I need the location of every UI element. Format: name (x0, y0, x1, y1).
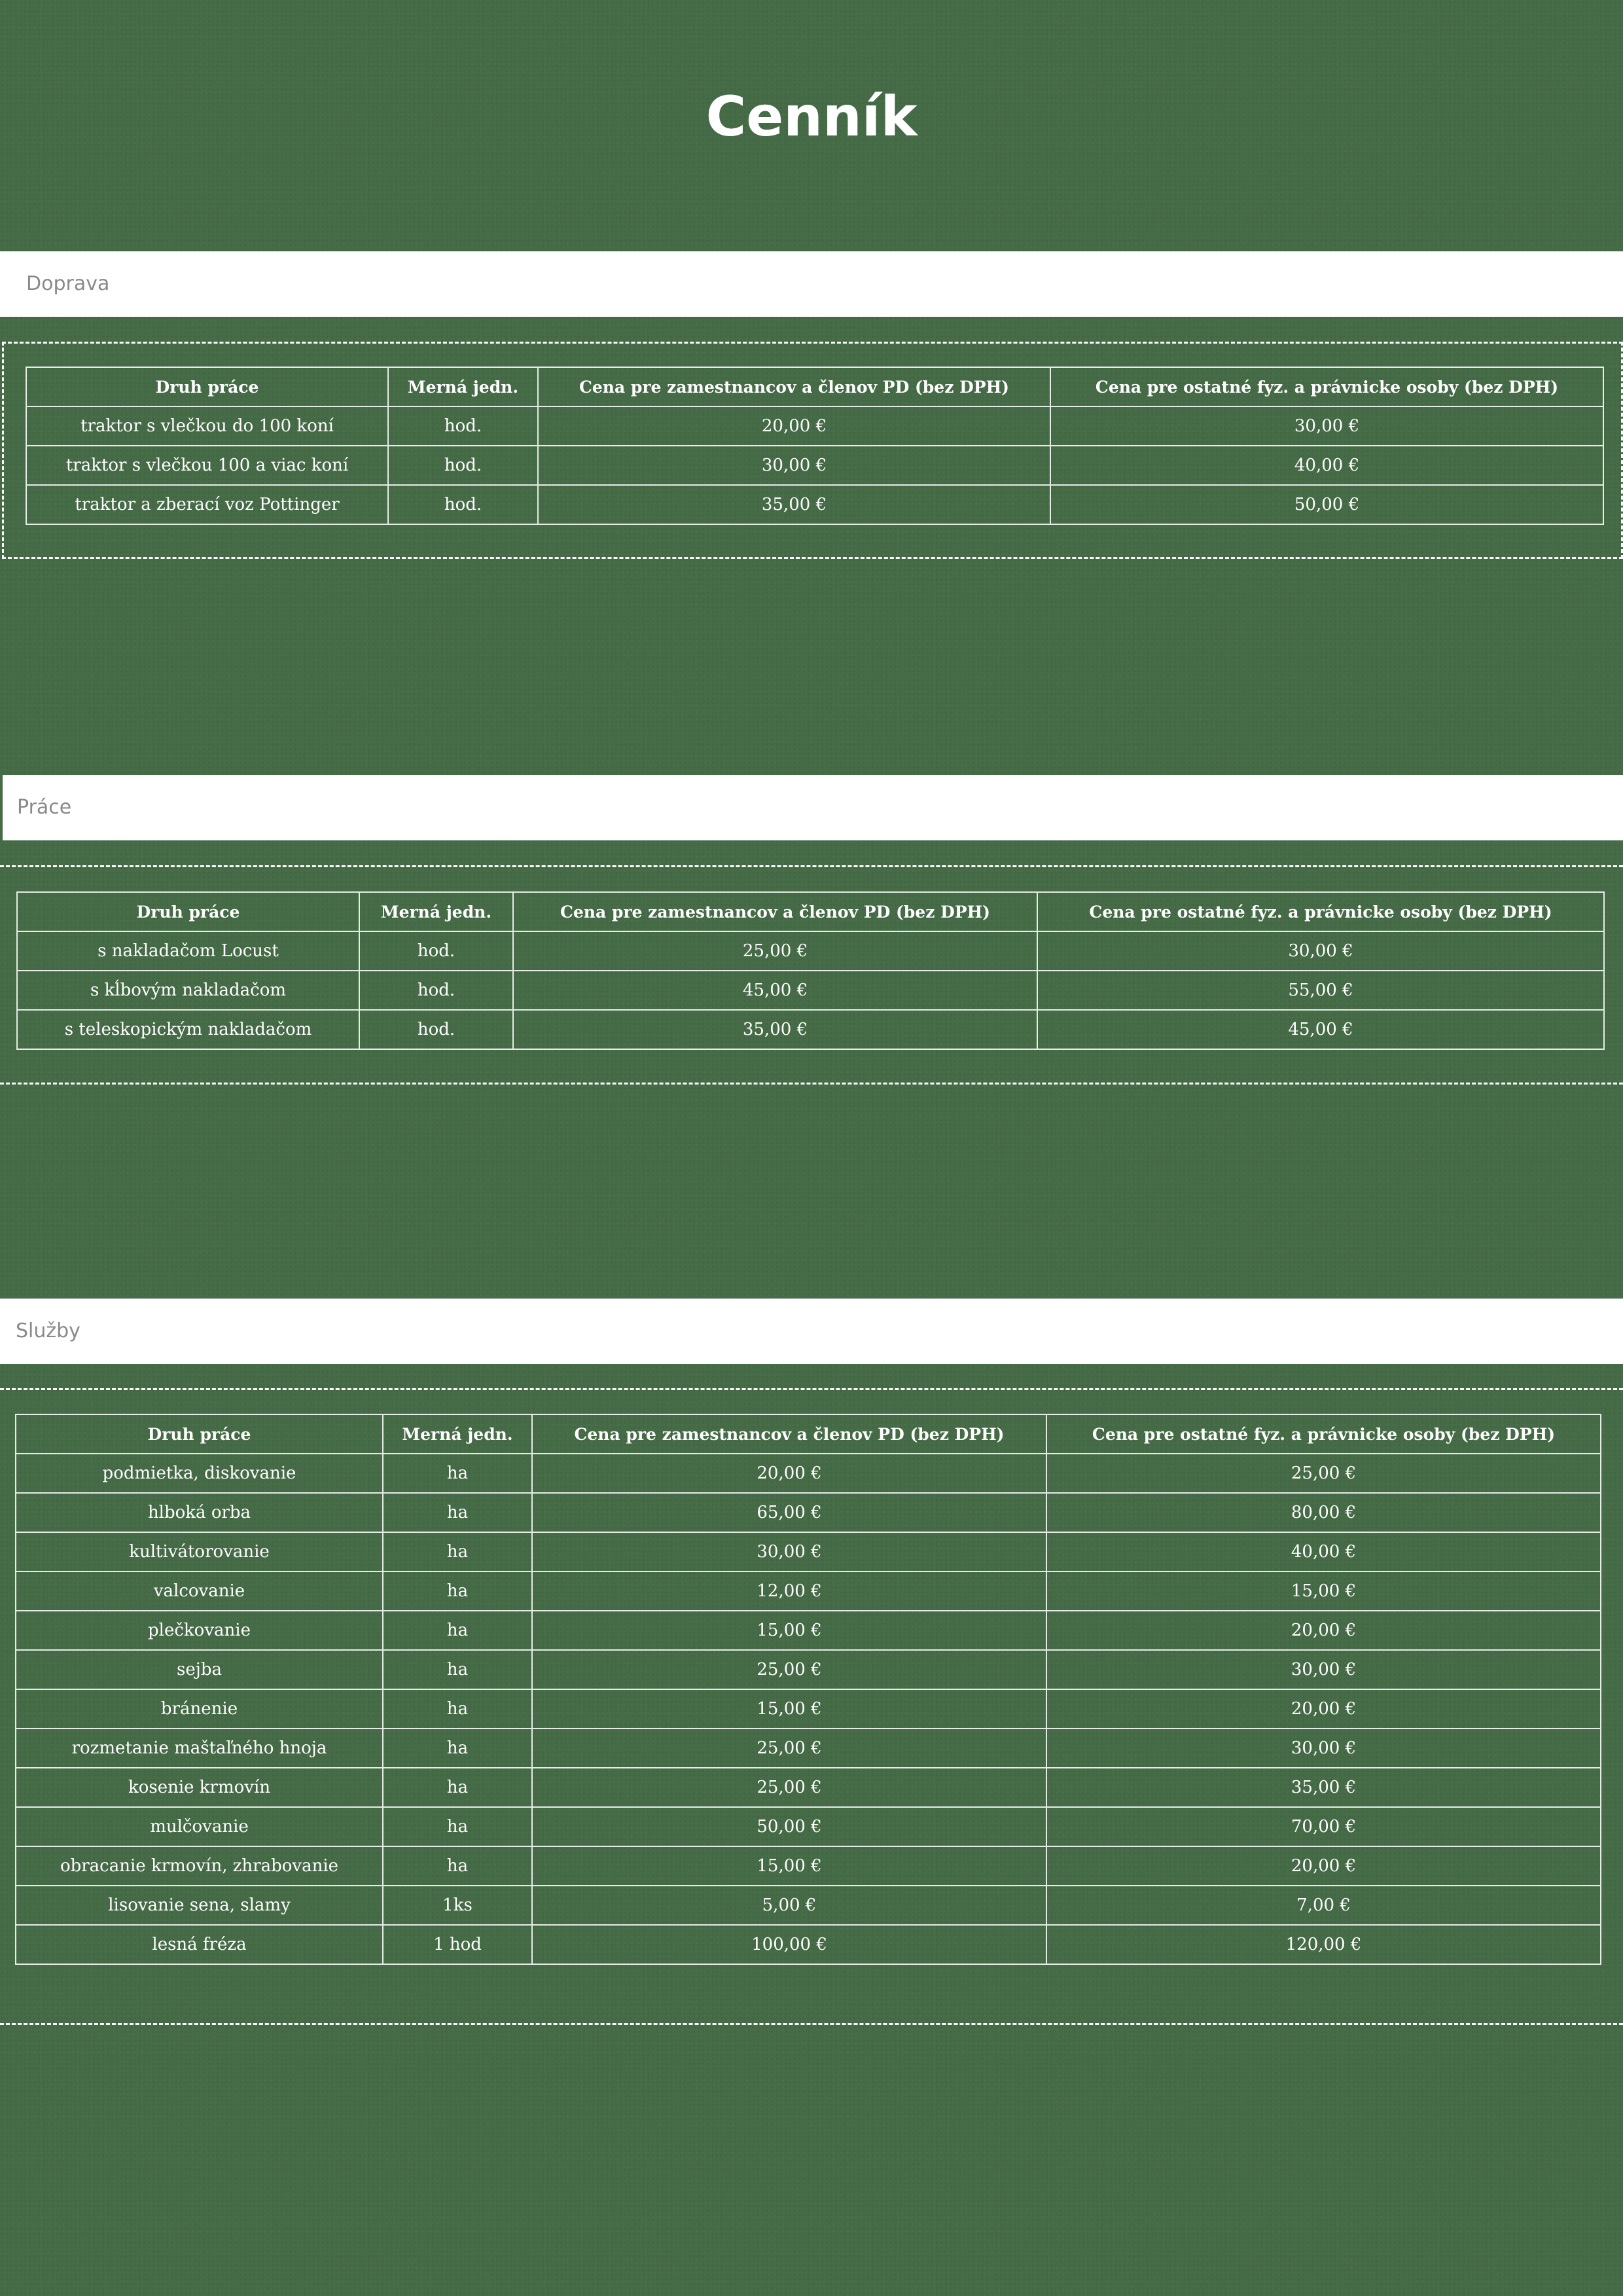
cell-merna-jednotka: hod. (359, 1010, 513, 1049)
cell-cena-clenovia: 35,00 € (538, 485, 1050, 524)
table-row (17, 931, 1604, 971)
cell-merna-jednotka: ha (383, 1807, 532, 1846)
cell-druh-prace: obracanie krmovín, zhrabovanie (16, 1846, 383, 1886)
cell-cena-ostatni: 40,00 € (1050, 446, 1603, 485)
cell-cena-clenovia: 5,00 € (532, 1886, 1046, 1925)
cell-cena-ostatni: 30,00 € (1037, 931, 1604, 971)
cell-druh-prace: bránenie (16, 1689, 383, 1729)
table-row (16, 1650, 1601, 1689)
cell-druh-prace: hlboká orba (16, 1493, 383, 1532)
cell-cena-ostatni: 7,00 € (1046, 1886, 1601, 1925)
header-merna-jednotka: Merná jedn. (359, 892, 513, 931)
header-cena-ostatni: Cena pre ostatné fyz. a právnicke osoby (bez DPH) (1050, 367, 1603, 406)
cell-merna-jednotka: 1 hod (383, 1925, 532, 1964)
section-header-doprava[interactable] (0, 251, 1623, 317)
table-header-row (17, 892, 1604, 931)
cell-cena-ostatni: 20,00 € (1046, 1846, 1601, 1886)
table-row (16, 1689, 1601, 1729)
cell-druh-prace: podmietka, diskovanie (16, 1454, 383, 1493)
cell-merna-jednotka: ha (383, 1650, 532, 1689)
table-row (16, 1925, 1601, 1964)
cell-cena-clenovia: 65,00 € (532, 1493, 1046, 1532)
cell-merna-jednotka: ha (383, 1493, 532, 1532)
cell-merna-jednotka: ha (383, 1768, 532, 1807)
header-druh-prace: Druh práce (26, 367, 388, 406)
price-table-prace (16, 891, 1605, 1050)
table-header-row (26, 367, 1603, 406)
cell-druh-prace: traktor s vlečkou 100 a viac koní (26, 446, 388, 485)
page-title: Cenník (705, 84, 918, 149)
cell-cena-clenovia: 15,00 € (532, 1689, 1046, 1729)
cell-merna-jednotka: hod. (388, 446, 538, 485)
cell-cena-clenovia: 15,00 € (532, 1846, 1046, 1886)
cell-cena-clenovia: 25,00 € (532, 1729, 1046, 1768)
cell-cena-ostatni: 40,00 € (1046, 1532, 1601, 1571)
table-row (16, 1493, 1601, 1532)
cell-merna-jednotka: hod. (359, 971, 513, 1010)
table-row (16, 1532, 1601, 1571)
cell-druh-prace: s nakladačom Locust (17, 931, 359, 971)
section-title: Doprava (26, 272, 110, 295)
cell-cena-ostatni: 30,00 € (1050, 406, 1603, 446)
section-title: Služby (16, 1319, 80, 1342)
cell-druh-prace: kultivátorovanie (16, 1532, 383, 1571)
cell-druh-prace: traktor s vlečkou do 100 koní (26, 406, 388, 446)
price-table-doprava (26, 367, 1604, 525)
price-table-sluzby (15, 1414, 1601, 1965)
header-druh-prace: Druh práce (16, 1414, 383, 1454)
cell-druh-prace: lisovanie sena, slamy (16, 1886, 383, 1925)
cell-cena-clenovia: 35,00 € (513, 1010, 1037, 1049)
cell-merna-jednotka: ha (383, 1532, 532, 1571)
cell-cena-ostatni: 15,00 € (1046, 1571, 1601, 1611)
table-row (17, 1010, 1604, 1049)
cell-druh-prace: mulčovanie (16, 1807, 383, 1846)
table-row (16, 1846, 1601, 1886)
header-cena-clenovia: Cena pre zamestnancov a členov PD (bez DPH) (513, 892, 1037, 931)
cell-cena-clenovia: 12,00 € (532, 1571, 1046, 1611)
cell-merna-jednotka: hod. (388, 406, 538, 446)
cell-merna-jednotka: ha (383, 1611, 532, 1650)
section-header-sluzby[interactable] (0, 1299, 1623, 1364)
cell-cena-clenovia: 25,00 € (513, 931, 1037, 971)
table-header-row (16, 1414, 1601, 1454)
cell-cena-ostatni: 80,00 € (1046, 1493, 1601, 1532)
cell-cena-ostatni: 20,00 € (1046, 1689, 1601, 1729)
cell-cena-ostatni: 25,00 € (1046, 1454, 1601, 1493)
table-row (16, 1454, 1601, 1493)
cell-cena-ostatni: 70,00 € (1046, 1807, 1601, 1846)
cell-cena-clenovia: 30,00 € (532, 1532, 1046, 1571)
cell-merna-jednotka: ha (383, 1689, 532, 1729)
table-row (16, 1768, 1601, 1807)
header-merna-jednotka: Merná jedn. (383, 1414, 532, 1454)
cell-cena-ostatni: 35,00 € (1046, 1768, 1601, 1807)
cell-druh-prace: s teleskopickým nakladačom (17, 1010, 359, 1049)
cell-druh-prace: s kĺbovým nakladačom (17, 971, 359, 1010)
cell-cena-clenovia: 45,00 € (513, 971, 1037, 1010)
cell-merna-jednotka: hod. (359, 931, 513, 971)
table-row (16, 1571, 1601, 1611)
table-row (16, 1611, 1601, 1650)
cell-cena-ostatni: 55,00 € (1037, 971, 1604, 1010)
cell-druh-prace: lesná fréza (16, 1925, 383, 1964)
table-row (16, 1807, 1601, 1846)
cell-cena-ostatni: 120,00 € (1046, 1925, 1601, 1964)
cell-druh-prace: sejba (16, 1650, 383, 1689)
cell-cena-ostatni: 30,00 € (1046, 1729, 1601, 1768)
cell-merna-jednotka: 1ks (383, 1886, 532, 1925)
cell-cena-clenovia: 30,00 € (538, 446, 1050, 485)
table-row (26, 485, 1603, 524)
cell-cena-clenovia: 100,00 € (532, 1925, 1046, 1964)
cell-druh-prace: valcovanie (16, 1571, 383, 1611)
table-row (16, 1729, 1601, 1768)
cell-merna-jednotka: ha (383, 1454, 532, 1493)
cell-cena-ostatni: 45,00 € (1037, 1010, 1604, 1049)
cell-cena-clenovia: 15,00 € (532, 1611, 1046, 1650)
table-row (17, 971, 1604, 1010)
cell-cena-clenovia: 25,00 € (532, 1768, 1046, 1807)
header-druh-prace: Druh práce (17, 892, 359, 931)
cell-cena-ostatni: 50,00 € (1050, 485, 1603, 524)
cell-druh-prace: traktor a zberací voz Pottinger (26, 485, 388, 524)
cell-cena-ostatni: 30,00 € (1046, 1650, 1601, 1689)
header-cena-ostatni: Cena pre ostatné fyz. a právnicke osoby (bez DPH) (1046, 1414, 1601, 1454)
cell-merna-jednotka: ha (383, 1571, 532, 1611)
cell-merna-jednotka: hod. (388, 485, 538, 524)
cell-cena-clenovia: 25,00 € (532, 1650, 1046, 1689)
cell-cena-clenovia: 50,00 € (532, 1807, 1046, 1846)
section-header-prace[interactable] (3, 775, 1623, 840)
table-row (16, 1886, 1601, 1925)
header-cena-clenovia: Cena pre zamestnancov a členov PD (bez DPH) (532, 1414, 1046, 1454)
section-title: Práce (17, 796, 72, 819)
header-cena-ostatni: Cena pre ostatné fyz. a právnicke osoby (bez DPH) (1037, 892, 1604, 931)
table-row (26, 406, 1603, 446)
cell-druh-prace: kosenie krmovín (16, 1768, 383, 1807)
table-row (26, 446, 1603, 485)
header-cena-clenovia: Cena pre zamestnancov a členov PD (bez DPH) (538, 367, 1050, 406)
cell-cena-ostatni: 20,00 € (1046, 1611, 1601, 1650)
cell-cena-clenovia: 20,00 € (532, 1454, 1046, 1493)
cell-merna-jednotka: ha (383, 1846, 532, 1886)
cell-druh-prace: rozmetanie maštaľného hnoja (16, 1729, 383, 1768)
cell-merna-jednotka: ha (383, 1729, 532, 1768)
cell-cena-clenovia: 20,00 € (538, 406, 1050, 446)
cell-druh-prace: plečkovanie (16, 1611, 383, 1650)
header-merna-jednotka: Merná jedn. (388, 367, 538, 406)
